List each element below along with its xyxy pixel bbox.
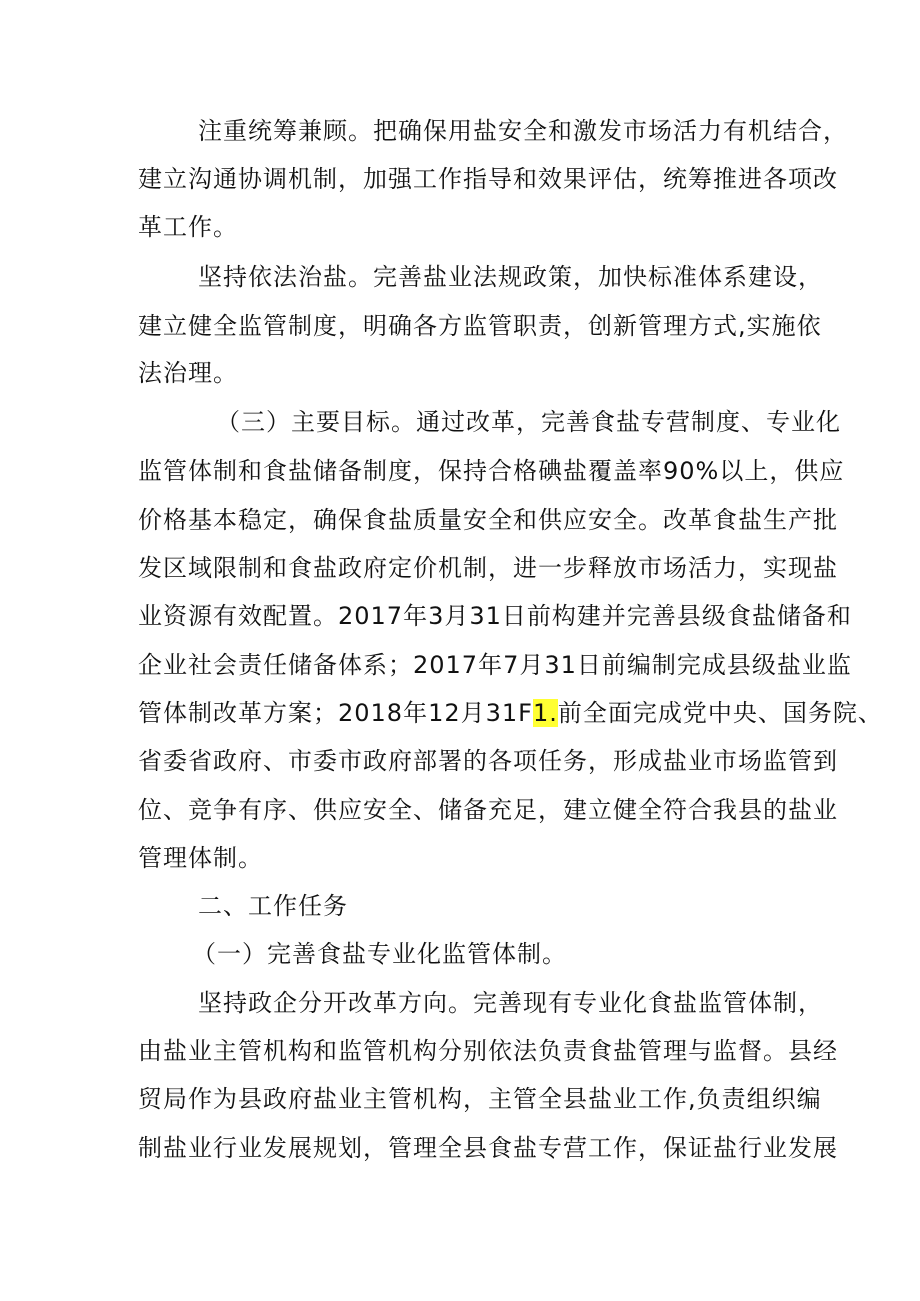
paragraph-2-line-1: 坚持依法治盐。完善盐业法规政策，加快标准体系建设， — [198, 263, 823, 291]
paragraph-3-line-7-text: 管体制改革方案；2018年12月31F — [138, 699, 533, 727]
paragraph-1-line-1: 注重统筹兼顾。把确保用盐安全和激发市场活力有机结合， — [198, 117, 848, 145]
paragraph-3-line-10: 管理体制。 — [138, 844, 263, 872]
paragraph-3-line-7 — [138, 698, 883, 728]
section-heading-tasks: 二、工作任务 — [198, 892, 348, 920]
paragraph-3-line-4: 发区域限制和食盐政府定价机制，进一步释放市场活力，实现盐 — [138, 554, 838, 582]
paragraph-4-line-1: 坚持政企分开改革方向。完善现有专业化食盐监管体制， — [198, 989, 823, 1017]
paragraph-4-line-3: 贸局作为县政府盐业主管机构，主管全县盐业工作,负责组织编 — [138, 1085, 822, 1113]
paragraph-3-line-1: （三）主要目标。通过改革，完善食盐专营制度、专业化 — [216, 408, 841, 436]
paragraph-2-line-2: 建立健全监管制度，明确各方监管职责，创新管理方式,实施依 — [138, 312, 822, 340]
paragraph-2-line-3: 法治理。 — [138, 359, 238, 387]
subsection-heading-1: （一）完善食盐专业化监管体制。 — [192, 940, 567, 968]
paragraph-4-line-2: 由盐业主管机构和监管机构分别依法负责食盐管理与监督。县经 — [138, 1037, 838, 1065]
paragraph-3-line-9: 位、竞争有序、供应安全、储备充足，建立健全符合我县的盐业 — [138, 796, 838, 824]
paragraph-3-line-5: 业资源有效配置。2017年3月31日前构建并完善县级食盐储备和 — [138, 602, 852, 630]
paragraph-3-line-7-tail: 前全面完成党中央、国务院、 — [557, 699, 883, 727]
paragraph-3-line-2: 监管体制和食盐储备制度，保持合格碘盐覆盖率90%以上，供应 — [138, 457, 845, 485]
paragraph-1-line-2: 建立沟通协调机制，加强工作指导和效果评估，统筹推进各项改 — [138, 165, 838, 193]
highlight-mark: 1. — [532, 699, 558, 727]
paragraph-3-line-8: 省委省政府、市委市政府部署的各项任务，形成盐业市场监管到 — [138, 747, 838, 775]
paragraph-3-line-6: 企业社会责任储备体系；2017年7月31日前编制完成县级盐业监 — [138, 651, 852, 679]
paragraph-3-line-3: 价格基本稳定，确保食盐质量安全和供应安全。改革食盐生产批 — [138, 506, 838, 534]
paragraph-4-line-4: 制盐业行业发展规划，管理全县食盐专营工作，保证盐行业发展 — [138, 1134, 838, 1162]
paragraph-1-line-3: 革工作。 — [138, 213, 238, 241]
